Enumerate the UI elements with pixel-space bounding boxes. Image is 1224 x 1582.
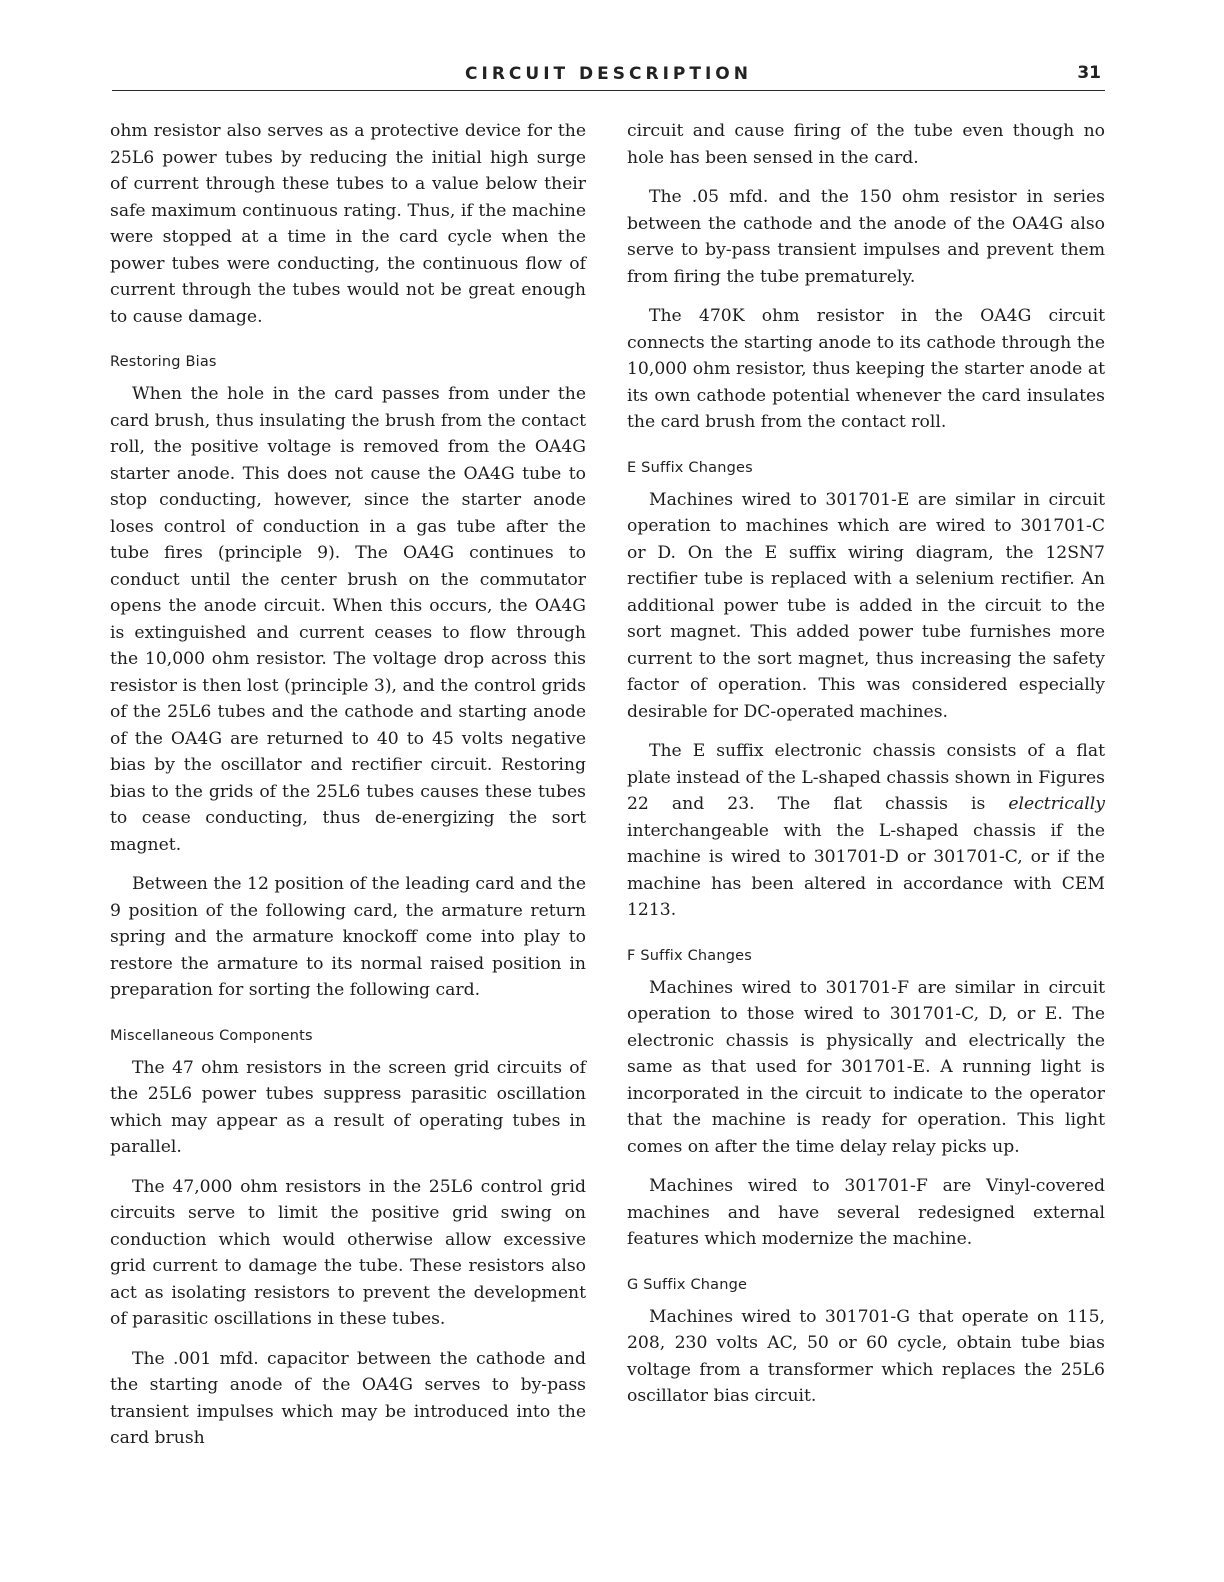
paragraph-chassis: [627, 738, 1105, 924]
page-header: [112, 62, 1105, 91]
paragraph: The 470K ohm resistor in the OA4G circuit connects the starting anode to its cathode through the 10,000 ohm resistor, thus keeping the starter anode at its own cathode potential whenever the card insulates the card brush from the contact roll.: [627, 306, 1105, 432]
running-head: CIRCUIT DESCRIPTION: [465, 64, 752, 84]
emphasis-electrically: electrically: [1008, 794, 1105, 814]
text-run: The E suffix electronic chassis consists of a flat plate instead of the L-shaped chassis shown in Figures 22 and 23. The flat chassis is: [627, 741, 1105, 814]
right-column: [627, 118, 1105, 1423]
paragraph: The 47 ohm resistors in the screen grid circuits of the 25L6 power tubes suppress parasitic oscillation which may appear as a result of operating tubes in parallel.: [110, 1057, 586, 1157]
paragraph: Machines wired to 301701-F are similar in circuit operation to those wired to 301701-C, D, or E. The electronic chassis is physically and electrically the same as that used for 301701-E. A running light is incorporated in the circuit to indicate to the operator that the machine is ready for operation. This light comes on after the time delay relay picks up.: [627, 977, 1105, 1157]
text-run: interchangeable with the L-shaped chassis if the machine is wired to 301701-D or 301701-C, or if the machine has been altered in accordance with CEM 1213.: [627, 820, 1105, 920]
section-heading-miscellaneous-components: Miscellaneous Components: [110, 1027, 313, 1044]
paragraph: Between the 12 position of the leading card and the 9 position of the following card, the armature return spring and the armature knockoff come into play to restore the armature to its normal raised position in preparation for sorting the following card.: [110, 874, 586, 1000]
section-heading-e-suffix-changes: E Suffix Changes: [627, 459, 753, 476]
left-column: [110, 118, 586, 1465]
paragraph: Machines wired to 301701-F are Vinyl-covered machines and have several redesigned external features which modernize the machine.: [627, 1176, 1105, 1249]
paragraph: ohm resistor also serves as a protective device for the 25L6 power tubes by reducing the initial high surge of current through these tubes to a value below their safe maximum continuous rating. Thus, if the machine were stopped at a time in the card cycle when the power tubes were conducting, the continuous flow of current through the tubes would not be great enough to cause damage.: [110, 121, 586, 327]
section-heading-f-suffix-changes: F Suffix Changes: [627, 947, 753, 964]
paragraph: When the hole in the card passes from under the card brush, thus insulating the brush from the contact roll, the positive voltage is removed from the OA4G starter anode. This does not cause the OA4G tube to stop conducting, however, since the starter anode loses control of conduction in a gas tube after the tube fires (principle 9). The OA4G continues to conduct until the center brush on the commutator opens the anode circuit. When this occurs, the OA4G is extinguished and current ceases to flow through the 10,000 ohm resistor. The voltage drop across this resistor is then lost (principle 3), and the control grids of the 25L6 tubes and the cathode and starting anode of the OA4G are returned to 40 to 45 volts negative bias by the oscillator and rectifier circuit. Restoring bias to the grids of the 25L6 tubes causes these tubes to cease conducting, thus de-energizing the sort magnet.: [110, 384, 586, 855]
paragraph: The .001 mfd. capacitor between the cathode and the starting anode of the OA4G serves to by-pass transient impulses which may be introduced into the card brush: [110, 1348, 586, 1448]
paragraph: Machines wired to 301701-G that operate on 115, 208, 230 volts AC, 50 or 60 cycle, obtain tube bias voltage from a transformer which replaces the 25L6 oscillator bias circuit.: [627, 1306, 1105, 1406]
section-heading-g-suffix-change: G Suffix Change: [627, 1276, 748, 1293]
section-heading-restoring-bias: Restoring Bias: [110, 354, 217, 370]
paragraph: Machines wired to 301701-E are similar in circuit operation to machines which are wired to 301701-C or D. On the E suffix wiring diagram, the 12SN7 rectifier tube is replaced with a selenium rectifier. An additional power tube is added in the circuit to the sort magnet. This added power tube furnishes more current to the sort magnet, thus increasing the safety factor of operation. This was considered especially desirable for DC-operated machines.: [627, 489, 1105, 722]
page-number: 31: [1077, 63, 1101, 83]
paragraph: The 47,000 ohm resistors in the 25L6 control grid circuits serve to limit the positive grid swing on conduction which would otherwise allow excessive grid current to damage the tube. These resistors also act as isolating resistors to prevent the development of parasitic oscillations in these tubes.: [110, 1176, 586, 1329]
paragraph: circuit and cause firing of the tube even though no hole has been sensed in the card.: [627, 121, 1105, 168]
paragraph: The .05 mfd. and the 150 ohm resistor in series between the cathode and the anode of the OA4G also serve to by-pass transient impulses and prevent them from firing the tube prematurely.: [627, 187, 1105, 287]
